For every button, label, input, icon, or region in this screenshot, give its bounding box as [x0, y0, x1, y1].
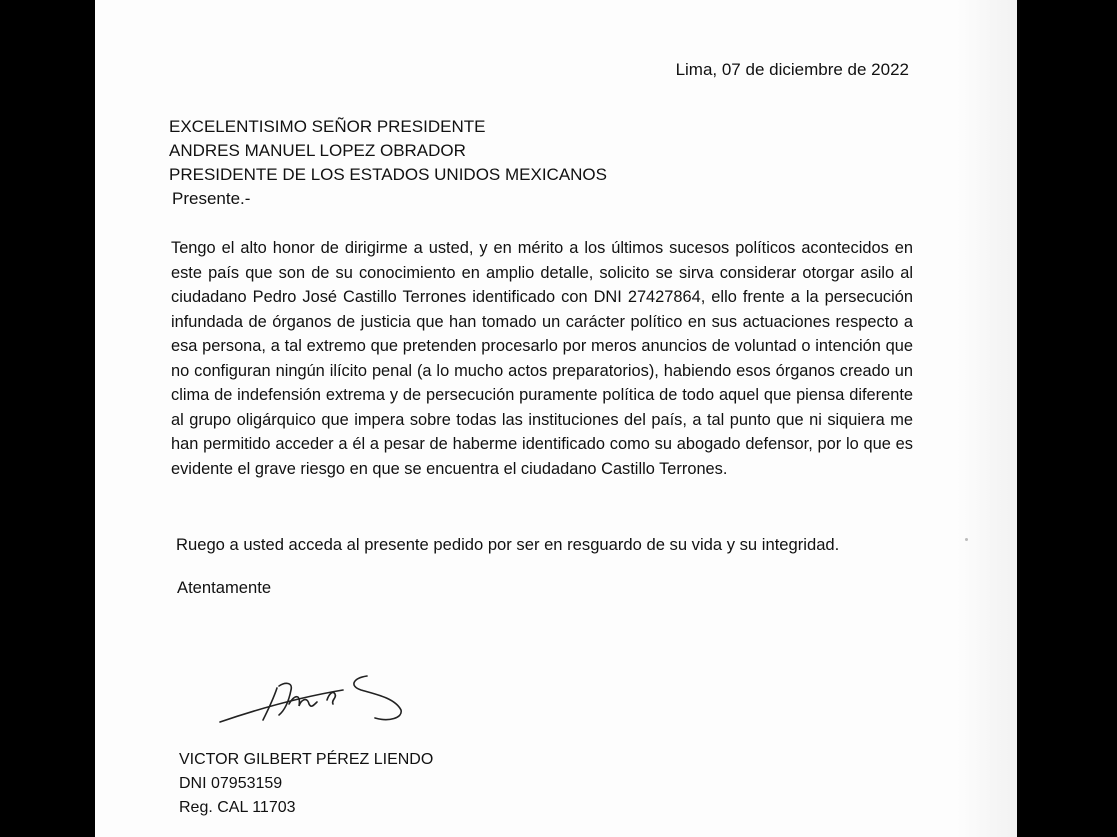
addressee-block	[169, 115, 607, 211]
letter-page	[95, 0, 1017, 837]
signer-block	[179, 748, 433, 820]
signer-dni: DNI 07953159	[179, 775, 283, 792]
salutation: Presente.-	[172, 189, 251, 208]
signer-name: VICTOR GILBERT PÉREZ LIENDO	[179, 751, 434, 768]
paper-speck	[965, 538, 968, 541]
signer-registration: Reg. CAL 11703	[179, 799, 296, 816]
addressee-line-2: ANDRES MANUEL LOPEZ OBRADOR	[169, 141, 466, 160]
place-date: Lima, 07 de diciembre de 2022	[675, 60, 909, 79]
body-paragraph: Tengo el alto honor de dirigirme a usted, y en mérito a los últimos sucesos políticos acontecidos en este país que son de su conocimiento en amplio detalle, solicito se sirva considerar otorgar asilo al ciudadano Pedro José Castillo Terrones identificado con DNI 27427864, ello frente a la persecución infundada de órganos de justicia que han tomado un carácter político en sus actuaciones respecto a esa persona, a tal extremo que pretenden procesarlo por meros anuncios de voluntad o intención que no configuran ningún ilícito penal (a lo mucho actos preparatorios), habiendo esos órganos creado un clima de indefensión extrema y de persecución puramente política de todo aquel que piensa diferente al grupo oligárquico que impera sobre todas las instituciones del país, a tal punto que ni siquiera me han permitido acceder a él a pesar de haberme identificado como su abogado defensor, por lo que es evidente el grave riesgo en que se encuentra el ciudadano Castillo Terrones.	[171, 239, 913, 478]
page-shadow	[957, 0, 1017, 837]
addressee-line-1: EXCELENTISIMO SEÑOR PRESIDENTE	[169, 117, 486, 136]
addressee-line-3: PRESIDENTE DE LOS ESTADOS UNIDOS MEXICANOS	[169, 165, 607, 184]
request-paragraph: Ruego a usted acceda al presente pedido por ser en resguardo de su vida y su integridad.	[176, 535, 840, 554]
handwritten-signature	[215, 660, 415, 735]
closing: Atentamente	[177, 578, 272, 597]
